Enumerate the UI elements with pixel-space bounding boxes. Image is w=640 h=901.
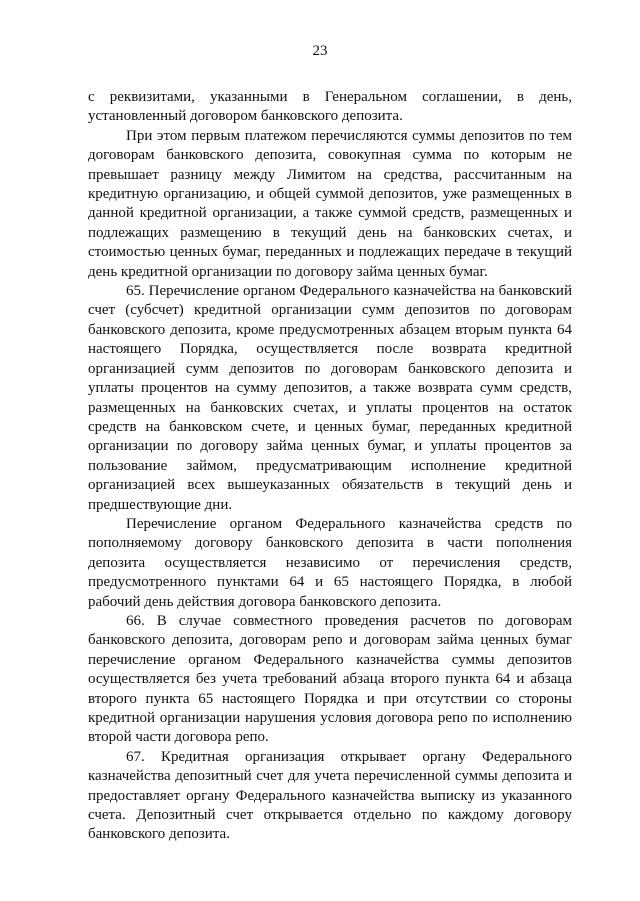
- document-body: [88, 88, 572, 845]
- paragraph-item-67: 67. Кредитная организация открывает органу Федерального казначейства депозитный счет для учета перечисленной суммы депозита и предоставляет органу Федерального казначейства выписку из указанного счета. Депозитный счет открывается отдельно по каждому договору банковского депозита.: [88, 748, 572, 843]
- paragraph-replenishment: Перечисление органом Федерального казначейства средств по пополняемому договору банковского депозита в части пополнения депозита осуществляется независимо от перечисления средств, предусмотренного пунктами 64 и 65 настоящего Порядка, в любой рабочий день действия договора банковского депозита.: [88, 515, 572, 610]
- paragraph-first-payment: При этом первым платежом перечисляются суммы депозитов по тем договорам банковского депозита, совокупная сумма по которым не превышает разницу между Лимитом на средства, рассчитанным на кредитную организацию, и общей суммой депозитов, уже размещенных в данной кредитной организации, а также суммой средств, размещенных и подлежащих размещению в текущий день на банковских счетах, и стоимостью ценных бумаг, переданных и подлежащих передаче в текущий день кредитной организации по договору займа ценных бумаг.: [88, 127, 572, 280]
- paragraph-continuation: с реквизитами, указанными в Генеральном соглашении, в день, установленный договором банковского депозита.: [88, 89, 572, 125]
- paragraph-item-65: 65. Перечисление органом Федерального казначейства на банковский счет (субсчет) кредитной организации сумм депозитов по договорам банковского депозита, кроме предусмотренных абзацем вторым пункта 64 настоящего Порядка, осуществляется после возврата кредитной организацией сумм депозитов по договорам банковского депозита и уплаты процентов на сумму депозитов, а также возврата сумм средств, размещенных на банковских счетах, и уплаты процентов на остаток средств на банковском счете, и ценных бумаг, переданных кредитной организации по договору займа ценных бумаг, и уплаты процентов за пользование займом, предусматривающим исполнение кредитной организацией всех вышеуказанных обязательств в текущий день и предшествующие дни.: [88, 283, 572, 513]
- page-number: 23: [312, 43, 328, 59]
- paragraph-item-66: 66. В случае совместного проведения расчетов по договорам банковского депозита, договорам репо и договорам займа ценных бумаг перечисление органом Федерального казначейства суммы депозитов осуществляется без учета требований абзаца второго пункта 64 и абзаца второго пункта 65 настоящего Порядка и при отсутствии со стороны кредитной организации нарушения условия договора репо по исполнению второй части договора репо.: [88, 612, 572, 746]
